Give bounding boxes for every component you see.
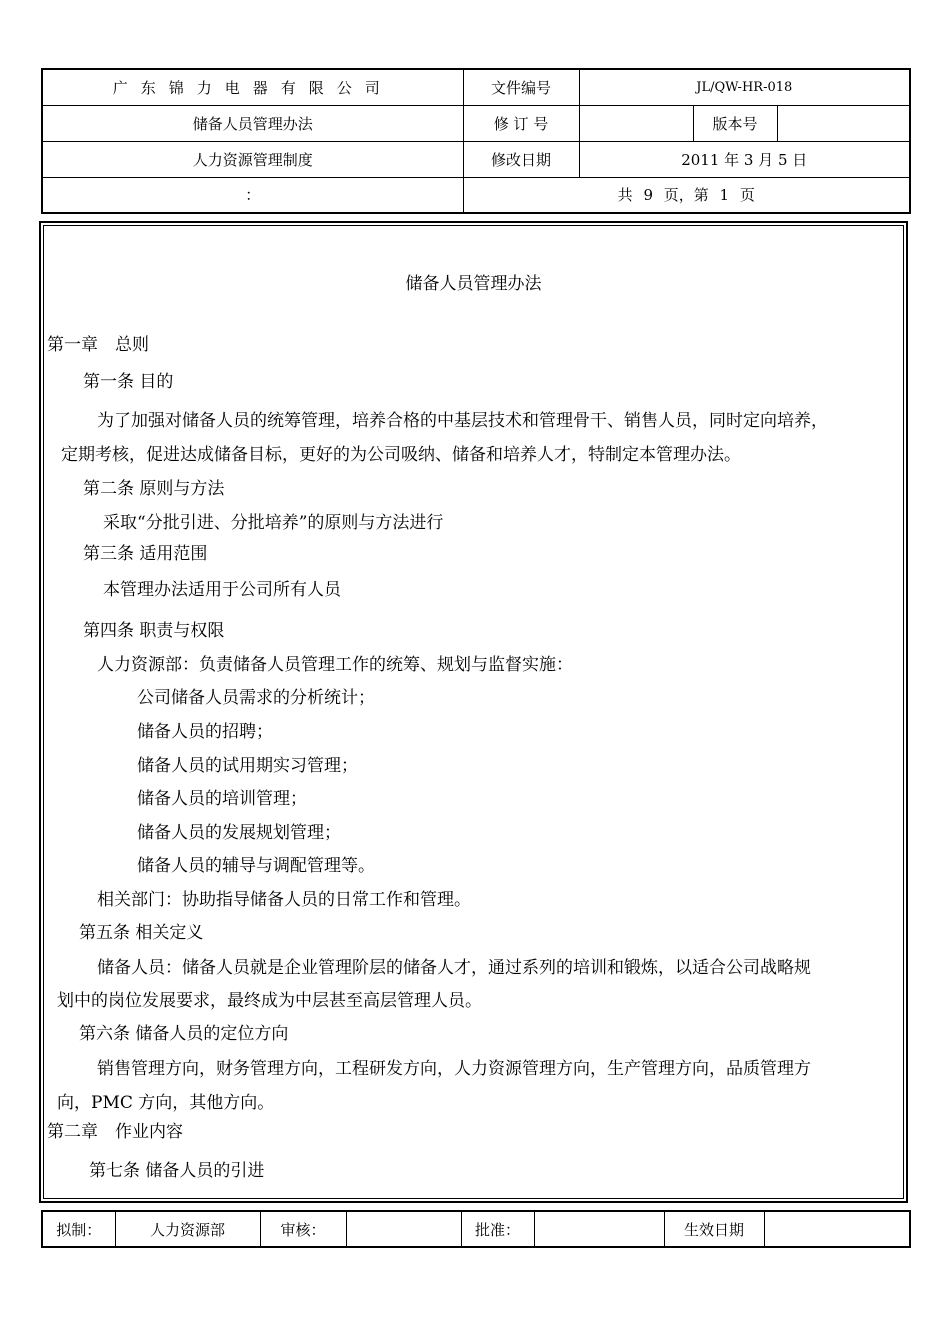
page-info: 共 9 页，第 1 页 — [463, 177, 910, 213]
file-no-label: 文件编号 — [463, 69, 579, 105]
modify-date-label: 修改日期 — [463, 141, 579, 177]
revision-label: 修 订 号 — [463, 105, 579, 141]
article-2-title: 第二条 原则与方法 — [83, 479, 225, 499]
article-3-title: 第三条 适用范围 — [83, 544, 208, 564]
article-4-list-item: 储备人员的试用期实习管理； — [137, 756, 358, 776]
article-6-text-line-1: 销售管理方向，财务管理方向，工程研发方向，人力资源管理方向，生产管理方向，品质管理方 — [97, 1059, 811, 1079]
review-value — [346, 1211, 461, 1247]
drafted-value: 人力资源部 — [115, 1211, 260, 1247]
chapter-1-heading: 第一章 总则 — [47, 335, 149, 355]
article-1-title: 第一条 目的 — [83, 372, 174, 392]
article-7-title: 第七条 储备人员的引进 — [89, 1161, 265, 1181]
article-1-text-line-1: 为了加强对储备人员的统筹管理，培养合格的中基层技术和管理骨干、销售人员，同时定向培养， — [97, 411, 828, 431]
article-4-list-item: 公司储备人员需求的分析统计； — [137, 688, 375, 708]
content-box — [39, 221, 908, 1203]
article-6-text-line-2: 向，PMC 方向，其他方向。 — [57, 1093, 275, 1113]
article-4-hr-text: 人力资源部：负责储备人员管理工作的统筹、规划与监督实施： — [97, 655, 573, 675]
effective-date-value — [764, 1211, 910, 1247]
review-label: 审核： — [260, 1211, 346, 1247]
article-4-list-item: 储备人员的培训管理； — [137, 789, 307, 809]
drafted-label: 拟制： — [42, 1211, 115, 1247]
article-4-list-item: 储备人员的发展规划管理； — [137, 823, 341, 843]
approve-label: 批准： — [461, 1211, 534, 1247]
article-6-title: 第六条 储备人员的定位方向 — [79, 1024, 289, 1044]
doc-category: 人力资源管理制度 — [42, 141, 463, 177]
revision-value — [579, 105, 693, 141]
approve-value — [534, 1211, 664, 1247]
footer-table — [41, 1210, 911, 1248]
article-3-text: 本管理办法适用于公司所有人员 — [103, 580, 341, 600]
article-1-text-line-2: 定期考核，促进达成储备目标，更好的为公司吸纳、储备和培养人才，特制定本管理办法。 — [61, 445, 741, 465]
article-5-text-line-2: 划中的岗位发展要求，最终成为中层甚至高层管理人员。 — [57, 991, 482, 1011]
article-4-list-item: 储备人员的辅导与调配管理等。 — [137, 856, 375, 876]
modify-date-value: 2011 年 3 月 5 日 — [579, 141, 910, 177]
effective-date-label: 生效日期 — [664, 1211, 764, 1247]
row4-left: ： — [42, 177, 463, 213]
doc-name: 储备人员管理办法 — [42, 105, 463, 141]
header-table — [41, 68, 911, 214]
version-label: 版本号 — [693, 105, 777, 141]
version-value — [777, 105, 910, 141]
article-4-list-item: 储备人员的招聘； — [137, 722, 273, 742]
file-no-value: JL/QW-HR-018 — [579, 69, 910, 105]
chapter-2-heading: 第二章 作业内容 — [47, 1122, 183, 1142]
company-name: 广东锦力电器有限公司 — [42, 69, 463, 105]
article-5-text-line-1: 储备人员：储备人员就是企业管理阶层的储备人才，通过系列的培训和锻炼，以适合公司战略规 — [97, 958, 811, 978]
article-2-text: 采取“分批引进、分批培养”的原则与方法进行 — [103, 513, 444, 533]
article-4-related-text: 相关部门：协助指导储备人员的日常工作和管理。 — [97, 890, 471, 910]
article-5-title: 第五条 相关定义 — [79, 923, 204, 943]
article-4-title: 第四条 职责与权限 — [83, 621, 225, 641]
document-title: 储备人员管理办法 — [405, 274, 542, 294]
